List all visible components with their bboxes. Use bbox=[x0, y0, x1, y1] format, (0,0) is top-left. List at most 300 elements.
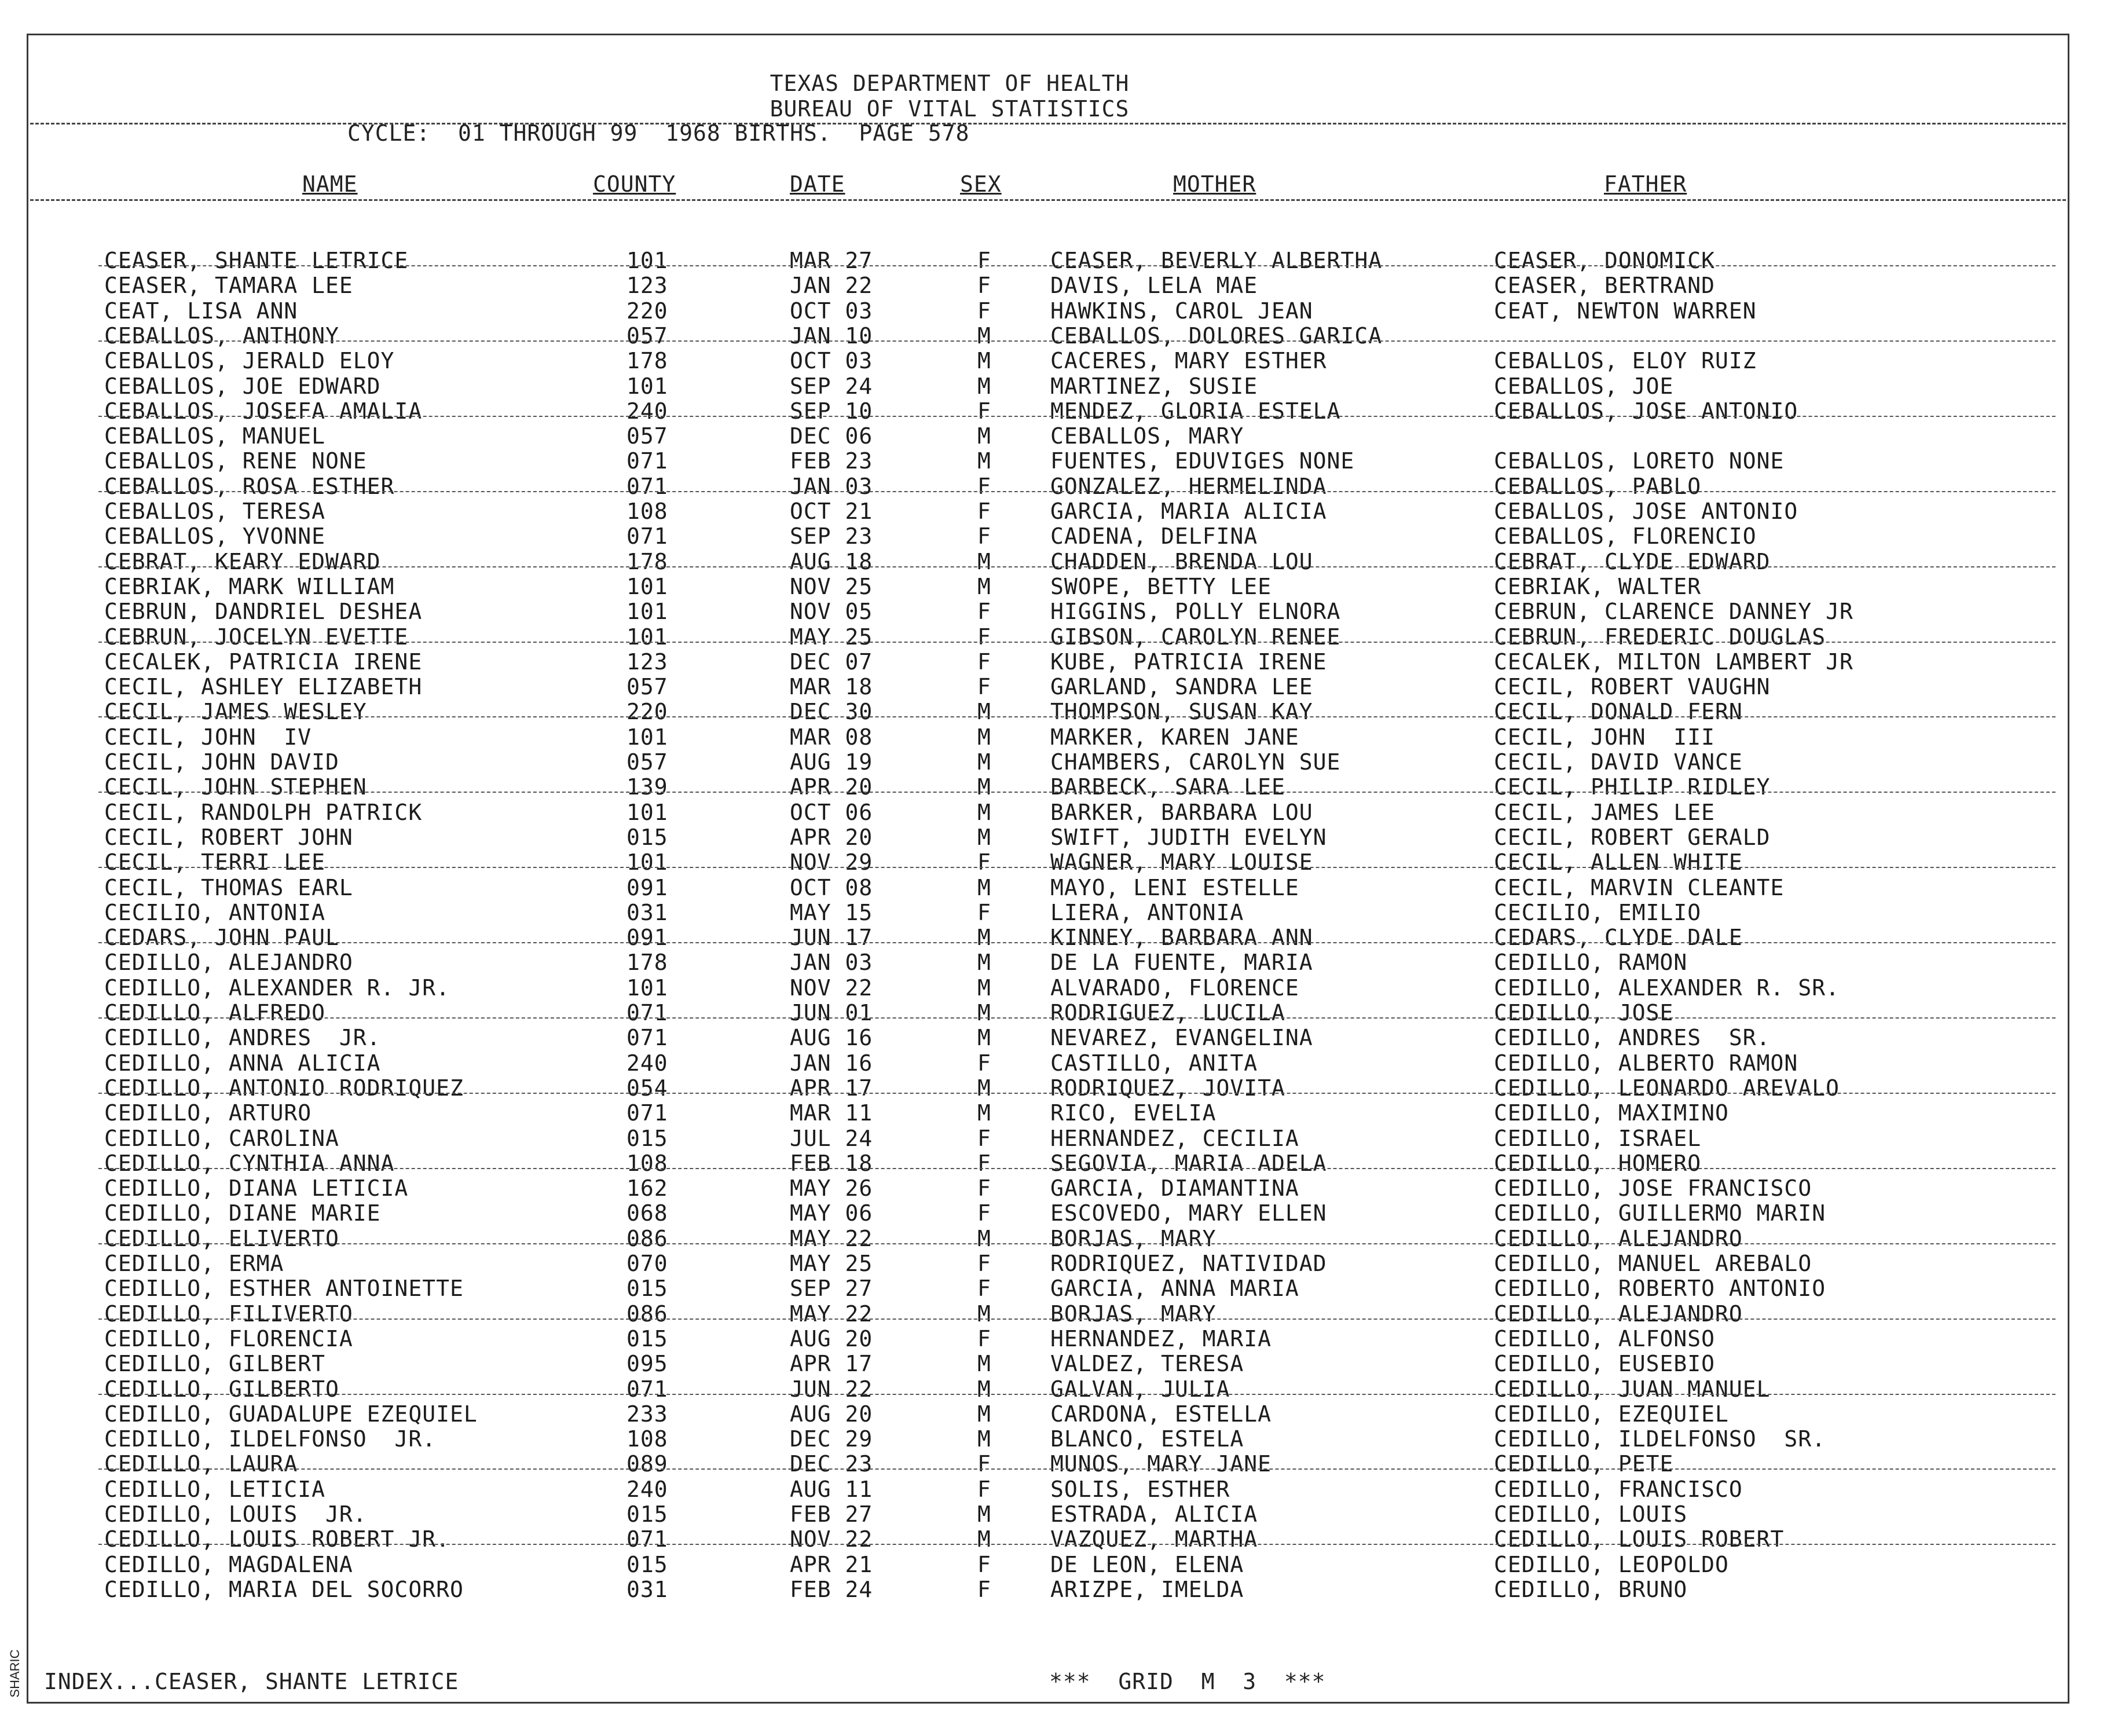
cell-sex: M bbox=[977, 1351, 991, 1376]
cell-father: CEDILLO, ISRAEL bbox=[1494, 1126, 1702, 1151]
cell-date: MAY 06 bbox=[790, 1200, 873, 1226]
cell-county: 178 bbox=[626, 549, 668, 574]
cell-father: CEBALLOS, FLORENCIO bbox=[1494, 523, 1757, 549]
cell-mother: BARBECK, SARA LEE bbox=[1050, 774, 1285, 800]
cell-sex: F bbox=[977, 1151, 991, 1176]
table-row bbox=[0, 574, 2125, 598]
cell-mother: SOLIS, ESTHER bbox=[1050, 1477, 1230, 1502]
cell-father: CEBALLOS, LORETO NONE bbox=[1494, 448, 1785, 474]
cell-county: 139 bbox=[626, 774, 668, 800]
cell-sex: F bbox=[977, 1477, 991, 1502]
cell-date: OCT 08 bbox=[790, 875, 873, 900]
cell-sex: M bbox=[977, 448, 991, 474]
cell-county: 071 bbox=[626, 523, 668, 549]
cell-sex: F bbox=[977, 599, 991, 624]
cell-county: 108 bbox=[626, 499, 668, 524]
table-row bbox=[0, 699, 2125, 723]
cell-name: CECIL, JOHN IV bbox=[104, 724, 312, 750]
table-row bbox=[0, 800, 2125, 824]
table-row bbox=[0, 1577, 2125, 1601]
agency-title: TEXAS DEPARTMENT OF HEALTH bbox=[770, 71, 1130, 96]
cell-father: CEAT, NEWTON WARREN bbox=[1494, 298, 1757, 324]
cell-father: CECALEK, MILTON LAMBERT JR bbox=[1494, 649, 1853, 675]
cell-mother: SWIFT, JUDITH EVELYN bbox=[1050, 825, 1327, 850]
cell-name: CECIL, RANDOLPH PATRICK bbox=[104, 800, 423, 825]
cell-date: MAY 22 bbox=[790, 1226, 873, 1251]
cell-mother: DE LA FUENTE, MARIA bbox=[1050, 950, 1313, 975]
cell-county: 015 bbox=[626, 825, 668, 850]
table-row bbox=[0, 373, 2125, 398]
cell-mother: MUNOS, MARY JANE bbox=[1050, 1451, 1272, 1477]
cell-date: AUG 20 bbox=[790, 1401, 873, 1427]
cell-father: CECIL, JAMES LEE bbox=[1494, 800, 1716, 825]
cell-mother: RODRIQUEZ, JOVITA bbox=[1050, 1075, 1285, 1101]
cell-father: CEBALLOS, ELOY RUIZ bbox=[1494, 348, 1757, 373]
cell-name: CEDILLO, ARTURO bbox=[104, 1100, 312, 1126]
table-row bbox=[0, 1477, 2125, 1501]
cell-mother: VALDEZ, TERESA bbox=[1050, 1351, 1244, 1376]
cell-county: 101 bbox=[626, 599, 668, 624]
table-row bbox=[0, 1200, 2125, 1225]
cell-county: 054 bbox=[626, 1075, 668, 1101]
cell-sex: M bbox=[977, 1075, 991, 1101]
cell-county: 015 bbox=[626, 1552, 668, 1577]
table-row bbox=[0, 1451, 2125, 1475]
cell-date: DEC 30 bbox=[790, 699, 873, 724]
cell-county: 070 bbox=[626, 1251, 668, 1276]
cell-county: 095 bbox=[626, 1351, 668, 1376]
table-row bbox=[0, 273, 2125, 297]
cell-county: 015 bbox=[626, 1126, 668, 1151]
cell-date: SEP 23 bbox=[790, 523, 873, 549]
cell-name: CEBALLOS, ROSA ESTHER bbox=[104, 474, 395, 499]
cell-mother: MARKER, KAREN JANE bbox=[1050, 724, 1299, 750]
table-row bbox=[0, 1426, 2125, 1451]
cell-sex: M bbox=[977, 1426, 991, 1452]
cell-name: CEDILLO, MARIA DEL SOCORRO bbox=[104, 1577, 464, 1602]
cell-county: 240 bbox=[626, 1050, 668, 1076]
cell-date: SEP 27 bbox=[790, 1276, 873, 1301]
cell-county: 071 bbox=[626, 1526, 668, 1552]
cell-father: CEDILLO, JUAN MANUEL bbox=[1494, 1376, 1771, 1402]
cell-name: CEDILLO, ALEJANDRO bbox=[104, 950, 353, 975]
cell-name: CEDILLO, ALEXANDER R. JR. bbox=[104, 975, 450, 1001]
cell-sex: F bbox=[977, 248, 991, 273]
cell-father: CECIL, PHILIP RIDLEY bbox=[1494, 774, 1771, 800]
cell-county: 091 bbox=[626, 875, 668, 900]
cell-date: NOV 25 bbox=[790, 574, 873, 599]
cell-father: CEDILLO, JOSE bbox=[1494, 1000, 1674, 1026]
cell-mother: SWOPE, BETTY LEE bbox=[1050, 574, 1272, 599]
cell-name: CEDILLO, MAGDALENA bbox=[104, 1552, 353, 1577]
cell-date: OCT 21 bbox=[790, 499, 873, 524]
table-row bbox=[0, 1126, 2125, 1150]
cell-mother: CEBALLOS, MARY bbox=[1050, 423, 1244, 449]
cell-mother: GIBSON, CAROLYN RENEE bbox=[1050, 624, 1341, 650]
cell-mother: ESTRADA, ALICIA bbox=[1050, 1501, 1258, 1527]
table-row bbox=[0, 474, 2125, 498]
cell-date: MAY 25 bbox=[790, 624, 873, 650]
cell-date: NOV 22 bbox=[790, 1526, 873, 1552]
cell-county: 031 bbox=[626, 1577, 668, 1602]
cell-county: 068 bbox=[626, 1200, 668, 1226]
cell-sex: M bbox=[977, 1501, 991, 1527]
cell-date: APR 20 bbox=[790, 825, 873, 850]
cell-father: CEDILLO, ALEXANDER R. SR. bbox=[1494, 975, 1840, 1001]
cell-mother: HAWKINS, CAROL JEAN bbox=[1050, 298, 1313, 324]
table-row bbox=[0, 1526, 2125, 1551]
cell-father: CEDILLO, LOUIS ROBERT bbox=[1494, 1526, 1785, 1552]
cell-date: JAN 03 bbox=[790, 474, 873, 499]
cell-mother: HERNANDEZ, CECILIA bbox=[1050, 1126, 1299, 1151]
cell-county: 240 bbox=[626, 1477, 668, 1502]
cell-sex: M bbox=[977, 699, 991, 724]
cell-county: 240 bbox=[626, 398, 668, 424]
table-row bbox=[0, 1501, 2125, 1526]
cell-sex: M bbox=[977, 549, 991, 574]
cell-county: 178 bbox=[626, 950, 668, 975]
cell-father: CECIL, MARVIN CLEANTE bbox=[1494, 875, 1785, 900]
cell-name: CEDILLO, FLORENCIA bbox=[104, 1326, 353, 1352]
cell-sex: M bbox=[977, 800, 991, 825]
cell-name: CECIL, THOMAS EARL bbox=[104, 875, 353, 900]
bureau-title: BUREAU OF VITAL STATISTICS bbox=[770, 96, 1130, 122]
cell-date: APR 17 bbox=[790, 1351, 873, 1376]
cell-date: FEB 27 bbox=[790, 1501, 873, 1527]
cell-mother: BORJAS, MARY bbox=[1050, 1301, 1217, 1327]
cell-county: 057 bbox=[626, 323, 668, 349]
cell-sex: F bbox=[977, 499, 991, 524]
cell-date: MAR 27 bbox=[790, 248, 873, 273]
cell-date: NOV 29 bbox=[790, 849, 873, 875]
cell-name: CECIL, JAMES WESLEY bbox=[104, 699, 367, 724]
cell-name: CEDILLO, ALFREDO bbox=[104, 1000, 326, 1026]
cell-name: CECALEK, PATRICIA IRENE bbox=[104, 649, 423, 675]
table-row bbox=[0, 1301, 2125, 1325]
table-row bbox=[0, 499, 2125, 523]
cell-name: CEASER, TAMARA LEE bbox=[104, 273, 353, 298]
cell-date: OCT 06 bbox=[790, 800, 873, 825]
cell-mother: DAVIS, LELA MAE bbox=[1050, 273, 1258, 298]
cell-sex: F bbox=[977, 649, 991, 675]
cell-father: CECIL, DAVID VANCE bbox=[1494, 749, 1743, 775]
cell-mother: CADENA, DELFINA bbox=[1050, 523, 1258, 549]
cell-name: CECIL, JOHN DAVID bbox=[104, 749, 339, 775]
cell-sex: F bbox=[977, 398, 991, 424]
cell-mother: RODRIQUEZ, NATIVIDAD bbox=[1050, 1251, 1327, 1276]
cell-county: 162 bbox=[626, 1175, 668, 1201]
cell-name: CEBALLOS, YVONNE bbox=[104, 523, 326, 549]
column-header-father: FATHER bbox=[1604, 171, 1687, 197]
cell-mother: CEASER, BEVERLY ALBERTHA bbox=[1050, 248, 1383, 273]
cell-father: CEBRUN, FREDERIC DOUGLAS bbox=[1494, 624, 1826, 650]
table-row bbox=[0, 348, 2125, 372]
cell-date: JAN 03 bbox=[790, 950, 873, 975]
cell-date: SEP 24 bbox=[790, 373, 873, 399]
cell-date: FEB 24 bbox=[790, 1577, 873, 1602]
cell-father: CEDILLO, JOSE FRANCISCO bbox=[1494, 1175, 1812, 1201]
cell-mother: CARDONA, ESTELLA bbox=[1050, 1401, 1272, 1427]
cell-date: AUG 11 bbox=[790, 1477, 873, 1502]
column-header-mother: MOTHER bbox=[1173, 171, 1256, 197]
table-row bbox=[0, 749, 2125, 774]
cell-name: CEAT, LISA ANN bbox=[104, 298, 298, 324]
cell-mother: LIERA, ANTONIA bbox=[1050, 900, 1244, 925]
cell-date: SEP 10 bbox=[790, 398, 873, 424]
table-row bbox=[0, 448, 2125, 473]
cell-father: CEDILLO, FRANCISCO bbox=[1494, 1477, 1743, 1502]
table-row bbox=[0, 323, 2125, 347]
cell-date: MAR 18 bbox=[790, 674, 873, 699]
header-divider bbox=[30, 123, 2066, 124]
cell-father: CEBALLOS, JOSE ANTONIO bbox=[1494, 499, 1798, 524]
cell-sex: M bbox=[977, 1401, 991, 1427]
cell-name: CEBRAT, KEARY EDWARD bbox=[104, 549, 381, 574]
cell-name: CEDILLO, ANNA ALICIA bbox=[104, 1050, 381, 1076]
cell-county: 101 bbox=[626, 724, 668, 750]
cell-county: 071 bbox=[626, 1100, 668, 1126]
cell-county: 057 bbox=[626, 423, 668, 449]
cell-county: 101 bbox=[626, 975, 668, 1001]
cell-name: CEDILLO, DIANA LETICIA bbox=[104, 1175, 409, 1201]
cell-mother: NEVAREZ, EVANGELINA bbox=[1050, 1025, 1313, 1050]
cell-name: CEBALLOS, MANUEL bbox=[104, 423, 326, 449]
cell-mother: GARCIA, MARIA ALICIA bbox=[1050, 499, 1327, 524]
cell-county: 101 bbox=[626, 849, 668, 875]
table-row bbox=[0, 849, 2125, 874]
cell-county: 057 bbox=[626, 674, 668, 699]
cell-date: DEC 06 bbox=[790, 423, 873, 449]
cell-sex: F bbox=[977, 1126, 991, 1151]
cell-sex: F bbox=[977, 1175, 991, 1201]
cell-date: MAY 22 bbox=[790, 1301, 873, 1327]
table-row bbox=[0, 523, 2125, 548]
cycle-line: CYCLE: 01 THROUGH 99 1968 BIRTHS. PAGE 578 bbox=[347, 120, 970, 146]
cell-county: 108 bbox=[626, 1426, 668, 1452]
cell-sex: F bbox=[977, 1050, 991, 1076]
table-row bbox=[0, 1376, 2125, 1401]
cell-mother: ESCOVEDO, MARY ELLEN bbox=[1050, 1200, 1327, 1226]
cell-sex: F bbox=[977, 1451, 991, 1477]
cell-sex: M bbox=[977, 825, 991, 850]
cell-sex: F bbox=[977, 1552, 991, 1577]
cell-sex: M bbox=[977, 1100, 991, 1126]
cell-father: CECIL, DONALD FERN bbox=[1494, 699, 1743, 724]
cell-mother: MAYO, LENI ESTELLE bbox=[1050, 875, 1299, 900]
cell-date: AUG 20 bbox=[790, 1326, 873, 1352]
cell-date: NOV 22 bbox=[790, 975, 873, 1001]
table-row bbox=[0, 1276, 2125, 1300]
cell-county: 071 bbox=[626, 1025, 668, 1050]
cell-county: 178 bbox=[626, 348, 668, 373]
cell-name: CEDILLO, LOUIS JR. bbox=[104, 1501, 367, 1527]
cell-sex: M bbox=[977, 1000, 991, 1026]
cell-name: CEDILLO, ANDRES JR. bbox=[104, 1025, 381, 1050]
cell-county: 071 bbox=[626, 1000, 668, 1026]
cell-father: CECIL, JOHN III bbox=[1494, 724, 1716, 750]
cell-name: CEDILLO, LAURA bbox=[104, 1451, 298, 1477]
table-row bbox=[0, 1351, 2125, 1375]
cell-date: JAN 10 bbox=[790, 323, 873, 349]
cell-date: MAR 08 bbox=[790, 724, 873, 750]
cell-mother: CASTILLO, ANITA bbox=[1050, 1050, 1258, 1076]
cell-county: 220 bbox=[626, 298, 668, 324]
cell-name: CEBALLOS, JOSEFA AMALIA bbox=[104, 398, 423, 424]
cell-mother: CEBALLOS, DOLORES GARICA bbox=[1050, 323, 1383, 349]
cell-sex: M bbox=[977, 749, 991, 775]
cell-county: 031 bbox=[626, 900, 668, 925]
table-row bbox=[0, 1025, 2125, 1049]
cell-name: CEDILLO, GUADALUPE EZEQUIEL bbox=[104, 1401, 478, 1427]
cell-father: CEBRUN, CLARENCE DANNEY JR bbox=[1494, 599, 1853, 624]
cell-father: CEDILLO, ALEJANDRO bbox=[1494, 1226, 1743, 1251]
cell-sex: M bbox=[977, 950, 991, 975]
cell-date: NOV 05 bbox=[790, 599, 873, 624]
cell-county: 015 bbox=[626, 1326, 668, 1352]
cell-father: CEASER, DONOMICK bbox=[1494, 248, 1716, 273]
cell-date: OCT 03 bbox=[790, 298, 873, 324]
table-row bbox=[0, 398, 2125, 423]
cell-name: CEDARS, JOHN PAUL bbox=[104, 925, 339, 950]
cell-name: CEDILLO, ERMA bbox=[104, 1251, 284, 1276]
cell-sex: F bbox=[977, 298, 991, 324]
cell-county: 101 bbox=[626, 373, 668, 399]
table-row bbox=[0, 1326, 2125, 1350]
cell-county: 086 bbox=[626, 1301, 668, 1327]
cell-date: APR 21 bbox=[790, 1552, 873, 1577]
table-row bbox=[0, 1050, 2125, 1075]
cell-date: APR 17 bbox=[790, 1075, 873, 1101]
cell-father: CECIL, ROBERT VAUGHN bbox=[1494, 674, 1771, 699]
cell-date: APR 20 bbox=[790, 774, 873, 800]
cell-name: CEDILLO, CAROLINA bbox=[104, 1126, 339, 1151]
cell-date: OCT 03 bbox=[790, 348, 873, 373]
cell-mother: HIGGINS, POLLY ELNORA bbox=[1050, 599, 1341, 624]
table-row bbox=[0, 1251, 2125, 1275]
cell-date: MAY 26 bbox=[790, 1175, 873, 1201]
cell-mother: SEGOVIA, MARIA ADELA bbox=[1050, 1151, 1327, 1176]
cell-sex: M bbox=[977, 1301, 991, 1327]
cell-mother: MENDEZ, GLORIA ESTELA bbox=[1050, 398, 1341, 424]
table-row bbox=[0, 1075, 2125, 1100]
table-row bbox=[0, 1552, 2125, 1576]
cell-mother: HERNANDEZ, MARIA bbox=[1050, 1326, 1272, 1352]
cell-father: CEDILLO, GUILLERMO MARIN bbox=[1494, 1200, 1826, 1226]
cell-name: CEDILLO, FILIVERTO bbox=[104, 1301, 353, 1327]
cell-sex: F bbox=[977, 474, 991, 499]
cell-date: DEC 23 bbox=[790, 1451, 873, 1477]
cell-date: AUG 19 bbox=[790, 749, 873, 775]
cell-sex: M bbox=[977, 423, 991, 449]
cell-county: 101 bbox=[626, 574, 668, 599]
cell-date: DEC 07 bbox=[790, 649, 873, 675]
column-header-county: COUNTY bbox=[593, 171, 676, 197]
cell-name: CECILIO, ANTONIA bbox=[104, 900, 326, 925]
cell-father: CEDILLO, BRUNO bbox=[1494, 1577, 1688, 1602]
cell-county: 101 bbox=[626, 248, 668, 273]
cell-father: CEDILLO, PETE bbox=[1494, 1451, 1674, 1477]
cell-mother: GARCIA, DIAMANTINA bbox=[1050, 1175, 1299, 1201]
cell-father: CEDILLO, HOMERO bbox=[1494, 1151, 1702, 1176]
table-row bbox=[0, 774, 2125, 799]
cell-sex: F bbox=[977, 900, 991, 925]
cell-name: CEBRUN, DANDRIEL DESHEA bbox=[104, 599, 423, 624]
cell-mother: CACERES, MARY ESTHER bbox=[1050, 348, 1327, 373]
table-row bbox=[0, 674, 2125, 698]
cell-name: CEDILLO, LETICIA bbox=[104, 1477, 326, 1502]
cell-father: CEBRIAK, WALTER bbox=[1494, 574, 1702, 599]
cell-name: CEBALLOS, TERESA bbox=[104, 499, 326, 524]
table-row bbox=[0, 1175, 2125, 1200]
cell-sex: M bbox=[977, 925, 991, 950]
cell-county: 091 bbox=[626, 925, 668, 950]
table-row bbox=[0, 248, 2125, 272]
cell-name: CEBRUN, JOCELYN EVETTE bbox=[104, 624, 409, 650]
cell-sex: M bbox=[977, 323, 991, 349]
cell-county: 057 bbox=[626, 749, 668, 775]
cell-date: DEC 29 bbox=[790, 1426, 873, 1452]
cell-date: FEB 18 bbox=[790, 1151, 873, 1176]
table-row bbox=[0, 423, 2125, 448]
grid-footer: *** GRID M 3 *** bbox=[1049, 1669, 1326, 1694]
cell-father: CEDILLO, ALBERTO RAMON bbox=[1494, 1050, 1798, 1076]
cell-sex: M bbox=[977, 574, 991, 599]
cell-father: CEDILLO, EZEQUIEL bbox=[1494, 1401, 1729, 1427]
cell-mother: MARTINEZ, SUSIE bbox=[1050, 373, 1258, 399]
cell-name: CEDILLO, ILDELFONSO JR. bbox=[104, 1426, 437, 1452]
cell-father: CEDILLO, ILDELFONSO SR. bbox=[1494, 1426, 1826, 1452]
cell-father: CEDILLO, ROBERTO ANTONIO bbox=[1494, 1276, 1826, 1301]
table-row bbox=[0, 975, 2125, 999]
cell-mother: FUENTES, EDUVIGES NONE bbox=[1050, 448, 1355, 474]
cell-name: CEDILLO, DIANE MARIE bbox=[104, 1200, 381, 1226]
cell-sex: M bbox=[977, 373, 991, 399]
cell-sex: F bbox=[977, 1276, 991, 1301]
cell-name: CEASER, SHANTE LETRICE bbox=[104, 248, 409, 273]
cell-father: CEDILLO, ALEJANDRO bbox=[1494, 1301, 1743, 1327]
cell-father: CEBALLOS, JOE bbox=[1494, 373, 1674, 399]
cell-mother: BLANCO, ESTELA bbox=[1050, 1426, 1244, 1452]
cell-county: 101 bbox=[626, 624, 668, 650]
cell-mother: DE LEON, ELENA bbox=[1050, 1552, 1244, 1577]
cell-father: CEDILLO, LEONARDO AREVALO bbox=[1494, 1075, 1840, 1101]
cell-date: AUG 18 bbox=[790, 549, 873, 574]
cell-name: CEDILLO, GILBERT bbox=[104, 1351, 326, 1376]
cell-county: 071 bbox=[626, 448, 668, 474]
table-row bbox=[0, 624, 2125, 649]
cell-name: CEDILLO, LOUIS ROBERT JR. bbox=[104, 1526, 450, 1552]
cell-mother: GARLAND, SANDRA LEE bbox=[1050, 674, 1313, 699]
cell-sex: M bbox=[977, 774, 991, 800]
cell-name: CEBALLOS, RENE NONE bbox=[104, 448, 367, 474]
cell-mother: KUBE, PATRICIA IRENE bbox=[1050, 649, 1327, 675]
cell-date: JUN 01 bbox=[790, 1000, 873, 1026]
cell-sex: M bbox=[977, 875, 991, 900]
cell-father: CEDARS, CLYDE DALE bbox=[1494, 925, 1743, 950]
table-row bbox=[0, 825, 2125, 849]
cell-father: CEDILLO, MAXIMINO bbox=[1494, 1100, 1729, 1126]
cell-mother: ALVARADO, FLORENCE bbox=[1050, 975, 1299, 1001]
cell-date: AUG 16 bbox=[790, 1025, 873, 1050]
cell-sex: M bbox=[977, 975, 991, 1001]
cell-county: 233 bbox=[626, 1401, 668, 1427]
table-row bbox=[0, 900, 2125, 924]
cell-name: CECIL, ASHLEY ELIZABETH bbox=[104, 674, 423, 699]
cell-mother: VAZQUEZ, MARTHA bbox=[1050, 1526, 1258, 1552]
cell-father: CEDILLO, LEOPOLDO bbox=[1494, 1552, 1729, 1577]
cell-father: CEDILLO, ANDRES SR. bbox=[1494, 1025, 1771, 1050]
cell-name: CECIL, JOHN STEPHEN bbox=[104, 774, 367, 800]
